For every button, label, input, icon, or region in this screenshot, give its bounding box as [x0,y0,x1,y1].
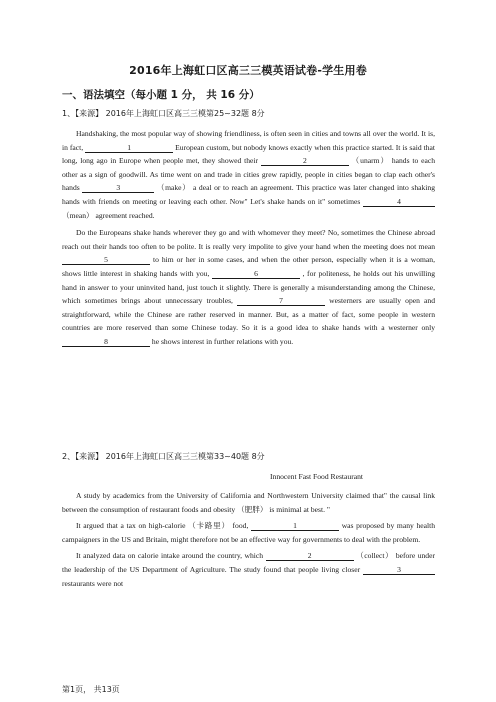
blank-6[interactable]: 6 [212,269,300,279]
document-title: 2016年上海虹口区高三三模英语试卷-学生用卷 [129,64,367,77]
question-2-blank-1[interactable]: 1 [251,521,339,531]
section-heading: 一、语法填空（每小题 1 分， 共 16 分） [62,89,260,101]
page-footer: 第1页， 共13页 [62,685,120,694]
question-2-paragraph-1: A study by academics from the University of California and Northwestern University claimed that" the causal link between the consumption of restaurant foods and obesity （肥胖） is minimal at best. " [62,491,435,514]
article-title: Innocent Fast Food Restaurant [270,472,364,481]
question-1-paragraph-1: Handshaking, the most popular way of showing friendliness, is often seen in cities and towns all over the world. It is, in fact, 1 European custom, but nobody knows exactly when this practice started. It is said that long, long ago in Europe when people met, they showed their 2 （unarm） hands to each other as a sign of goodwill. As time went on and trade in cities grew rapidly, people in cities began to clap each other's hands 3 （make） a deal or to reach an agreement. This practice was later changed into shaking hands with friends on meeting or leaving each other. Now" Let's shake hands on it" sometimes 4 （mean） agreement reached. [62,129,435,220]
question-1-paragraph-2: Do the Europeans shake hands wherever they go and with whomever they meet? No, sometimes the Chinese abroad reach out their hands too often to be polite. It is really very impolite to give your hand when the meeting does not mean 5 to him or her in some cases, and when the other person, especially when it is a woman, shows little interest in shaking hands with you, 6 , for politeness, he holds out his unwilling hand in answer to your uninvited hand, just touch it slightly. There is generally a misunderstanding among the Chinese, which sometimes brings about unnecessary troubles, 7 westerners are usually open and straightforward, while the Chinese are rather reserved in manner. But, as a matter of fact, some people in western countries are more reserved than some Chinese today. So it is a good idea to shake hands with a westerner only 8 he shows interest in further relations with you. [62,228,436,346]
question-2-paragraph-3: It analyzed data on calorie intake around the country, which 2 （collect） before under the leadership of the US Department of Agriculture. The study found that people living closer 3 restaurants were not [62,551,435,588]
question-2-passage [62,489,435,590]
blank-7[interactable]: 7 [237,296,325,306]
blank-2[interactable]: 2 [261,156,349,166]
question-2-paragraph-2: It argued that a tax on high-calorie （卡路里） food, 1 was proposed by many health campaigners in the US and Britain, might therefore not be an effective way for governments to deal with the problem. [62,521,436,544]
blank-1[interactable]: 1 [85,143,173,153]
blank-3[interactable]: 3 [82,183,154,193]
question-2-blank-2[interactable]: 2 [266,551,354,561]
blank-8[interactable]: 8 [62,337,150,347]
question-1-source: 1、【来源】 2016年上海虹口区高三三模第25~32题 8分 [62,109,265,118]
blank-5[interactable]: 5 [62,255,150,265]
blank-4[interactable]: 4 [363,197,435,207]
question-2-blank-3[interactable]: 3 [363,565,435,575]
question-2-source: 2、【来源】 2016年上海虹口区高三三模第33~40题 8分 [62,452,265,461]
question-1-passage [62,127,435,349]
